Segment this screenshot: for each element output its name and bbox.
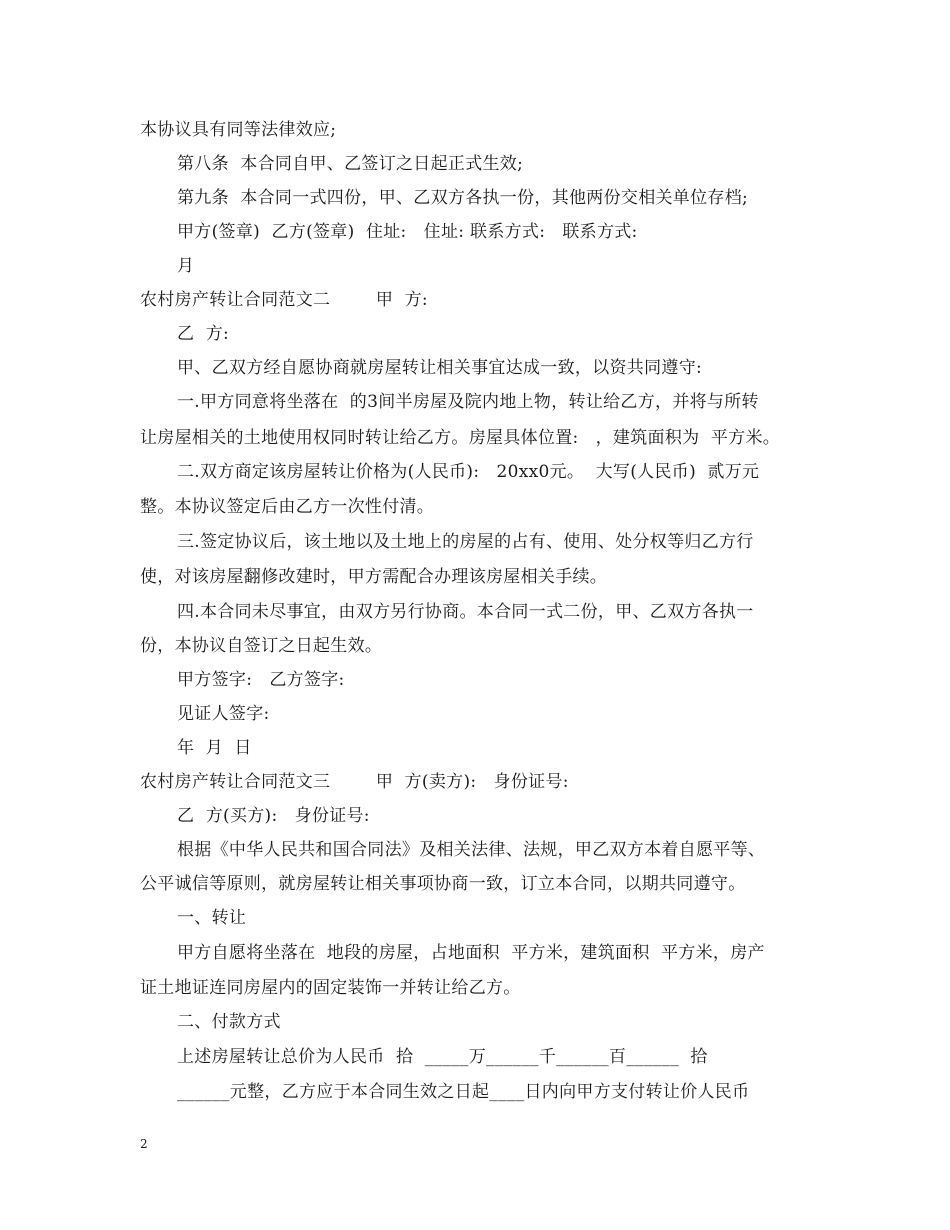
text-line: 证土地证连同房屋内的固定装饰一并转让给乙方。	[140, 978, 521, 998]
text-line: 乙 方(买方): 身份证号:	[177, 806, 370, 826]
text-line: 甲、乙双方经自愿协商就房屋转让相关事宜达成一致，以资共同遵守:	[177, 358, 703, 378]
text-line: 上述房屋转让总价为人民币 拾 _____万______千______百______ 拾	[177, 1047, 708, 1067]
text-line: 整。本协议签定后由乙方一次性付清。	[140, 497, 435, 517]
text-line: 第九条 本合同一式四份，甲、乙双方各执一份，其他两份交相关单位存档;	[177, 188, 749, 208]
text-line: 一、转让	[177, 908, 247, 928]
section-heading: 农村房产转让合同范文二 甲 方:	[140, 290, 428, 310]
text-line: 根据《中华人民共和国合同法》及相关法律、法规，甲乙双方本着自愿平等、	[177, 840, 766, 860]
text-line: 见证人签字:	[177, 704, 270, 724]
text-line: 乙 方:	[177, 324, 230, 344]
text-line: 二、付款方式	[177, 1012, 281, 1032]
text-line: 公平诚信等原则，就房屋转让相关事项协商一致，订立本合同，以期共同遵守。	[140, 874, 746, 894]
text-line: 甲方签字: 乙方签字:	[177, 670, 345, 690]
text-line: 使，对该房屋翻修改建时，甲方需配合办理该房屋相关手续。	[140, 567, 608, 587]
page-number: 2	[140, 1137, 148, 1151]
text-line: 一.甲方同意将坐落在 的3间半房屋及院内地上物，转让给乙方，并将与所转	[177, 392, 759, 412]
text-line: 甲方自愿将坐落在 地段的房屋，占地面积 平方米，建筑面积 平方米，房产	[177, 943, 765, 963]
text-line: 份，本协议自签订之日起生效。	[140, 636, 383, 656]
text-line: 让房屋相关的土地使用权同时转让给乙方。房屋具体位置: ，建筑面积为 平方米。	[140, 428, 781, 448]
text-line: 二.双方商定该房屋转让价格为(人民币): 20xx0元。 大写(人民币) 贰万元	[177, 462, 760, 482]
section-heading: 农村房产转让合同范文三 甲 方(卖方): 身份证号:	[140, 772, 569, 792]
text-line: 三.签定协议后，该土地以及土地上的房屋的占有、使用、处分权等归乙方行	[177, 532, 754, 552]
text-line: 月	[177, 256, 195, 276]
text-line: 四.本合同未尽事宜，由双方另行协商。本合同一式二份，甲、乙双方各执一	[177, 602, 754, 622]
text-line: 第八条 本合同自甲、乙签订之日起正式生效;	[177, 154, 524, 174]
text-line: ______元整，乙方应于本合同生效之日起____日内向甲方支付转让价人民币	[177, 1082, 750, 1102]
text-line: 甲方(签章) 乙方(签章) 住址: 住址: 联系方式: 联系方式:	[177, 222, 638, 242]
text-line: 年 月 日	[177, 738, 252, 758]
text-line: 本协议具有同等法律效应;	[140, 120, 337, 140]
